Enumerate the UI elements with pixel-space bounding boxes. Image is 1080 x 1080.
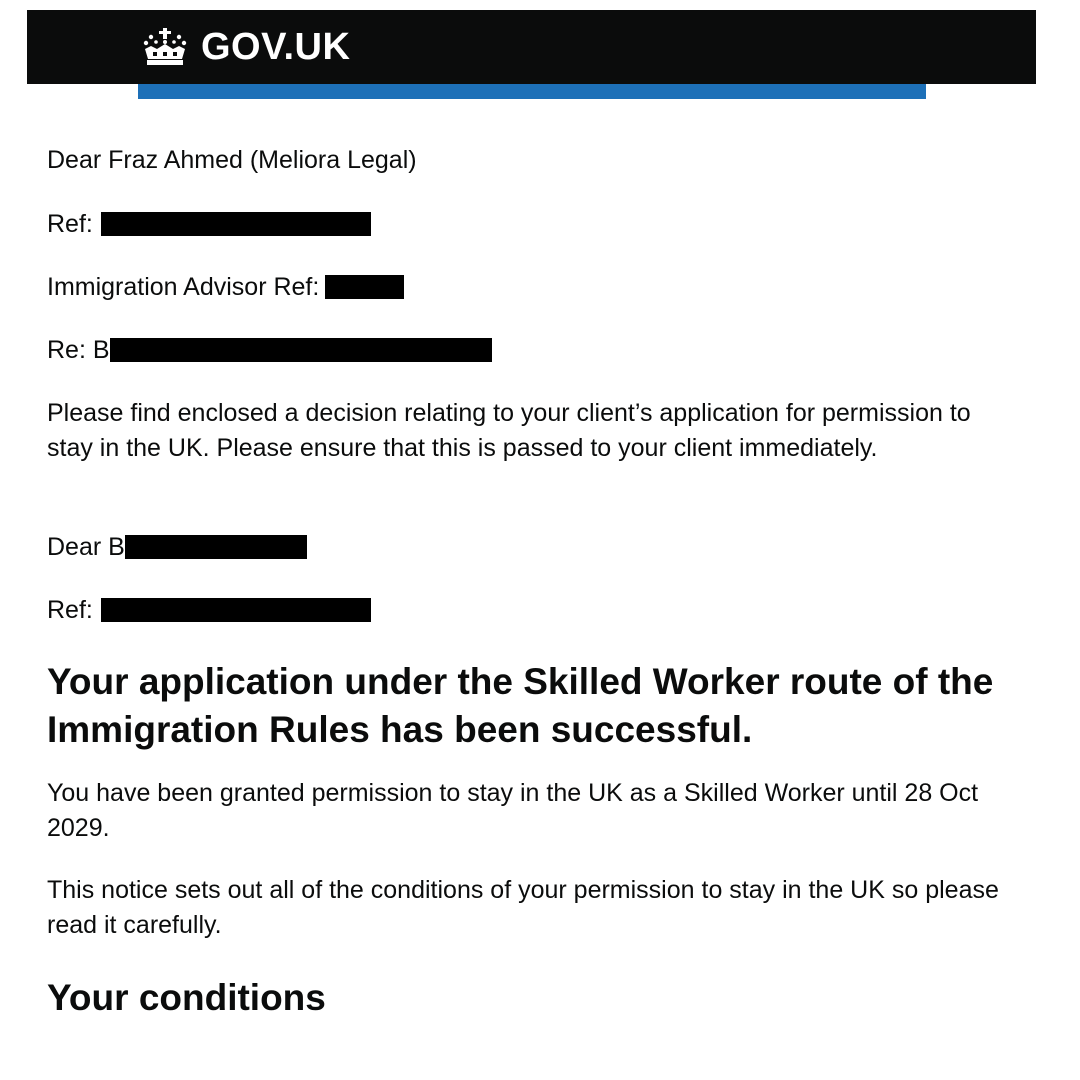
redacted-re	[110, 338, 492, 362]
advisor-ref-label: Immigration Advisor Ref:	[47, 273, 320, 301]
redacted-client-ref	[101, 598, 371, 622]
header-accent-bar	[138, 84, 926, 99]
client-salutation: Dear B	[47, 533, 125, 561]
advisor-ref-line	[47, 269, 404, 305]
ref-line	[47, 206, 371, 242]
client-ref-label: Ref:	[47, 596, 93, 624]
intro-paragraph: Please find enclosed a decision relating to your client’s application for permission to stay in the UK. Please ensure that this is passed to your client immediately.	[47, 399, 971, 462]
notice-paragraph: This notice sets out all of the conditions of your permission to stay in the UK so please read it carefully.	[47, 876, 999, 939]
conditions-heading: Your conditions	[47, 977, 326, 1018]
redacted-client-name	[125, 535, 307, 559]
ref-label: Ref:	[47, 210, 93, 238]
re-label: Re: B	[47, 336, 110, 364]
client-ref-line	[47, 592, 371, 628]
govuk-logo-text: GOV.UK	[201, 26, 351, 68]
grant-paragraph: You have been granted permission to stay in the UK as a Skilled Worker until 28 Oct 2029.	[47, 779, 979, 842]
client-salutation-line	[47, 529, 307, 565]
govuk-header	[27, 10, 1036, 84]
decision-heading: Your application under the Skilled Worker route of the Immigration Rules has been successful.	[47, 661, 994, 750]
redacted-advisor-ref	[325, 275, 404, 299]
advisor-salutation: Dear Fraz Ahmed (Meliora Legal)	[47, 146, 417, 174]
govuk-logo[interactable]	[141, 24, 350, 70]
redacted-ref	[101, 212, 371, 236]
crown-icon	[141, 27, 189, 67]
re-line	[47, 332, 492, 368]
